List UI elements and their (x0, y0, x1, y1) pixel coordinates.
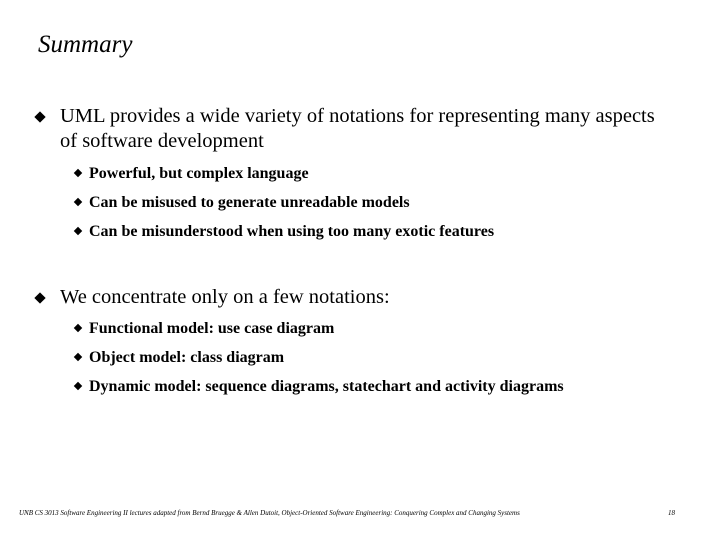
diamond-bullet-icon (74, 382, 82, 390)
sub-bullet (75, 318, 635, 339)
bullet-text: UML provides a wide variety of notations for representing many aspects of software development (60, 105, 655, 152)
sub-bullet-text: Powerful, but complex language (89, 165, 309, 182)
diamond-bullet-icon (74, 353, 82, 361)
bullet-uml-notations (36, 104, 666, 154)
sub-bullet-text: Object model: class diagram (89, 349, 285, 366)
sub-bullet-text: Can be misused to generate unreadable models (89, 194, 410, 211)
bullet-concentrate-notations (36, 285, 666, 310)
sub-bullet (75, 192, 635, 213)
sub-bullet (75, 221, 635, 242)
diamond-bullet-icon (74, 227, 82, 235)
sub-bullet (75, 376, 635, 397)
sub-bullet-text: Functional model: use case diagram (89, 320, 335, 337)
page-number: 18 (668, 509, 675, 517)
sub-bullet-text: Can be misunderstood when using too many exotic features (89, 223, 495, 240)
footer-credit: UNB CS 3013 Software Engineering II lectures adapted from Bernd Bruegge & Allen Dutoit, Object-Oriented Software Engineering: Conquering Complex and Changing Systems (19, 509, 520, 517)
sub-bullet-text: Dynamic model: sequence diagrams, statechart and activity diagrams (89, 378, 564, 395)
diamond-bullet-icon (34, 292, 45, 303)
diamond-bullet-icon (74, 198, 82, 206)
diamond-bullet-icon (74, 169, 82, 177)
bullet-text: We concentrate only on a few notations: (60, 286, 390, 308)
sub-bullet (75, 163, 635, 184)
diamond-bullet-icon (74, 324, 82, 332)
diamond-bullet-icon (34, 111, 45, 122)
slide-title: Summary (38, 31, 133, 58)
sub-bullet (75, 347, 635, 368)
